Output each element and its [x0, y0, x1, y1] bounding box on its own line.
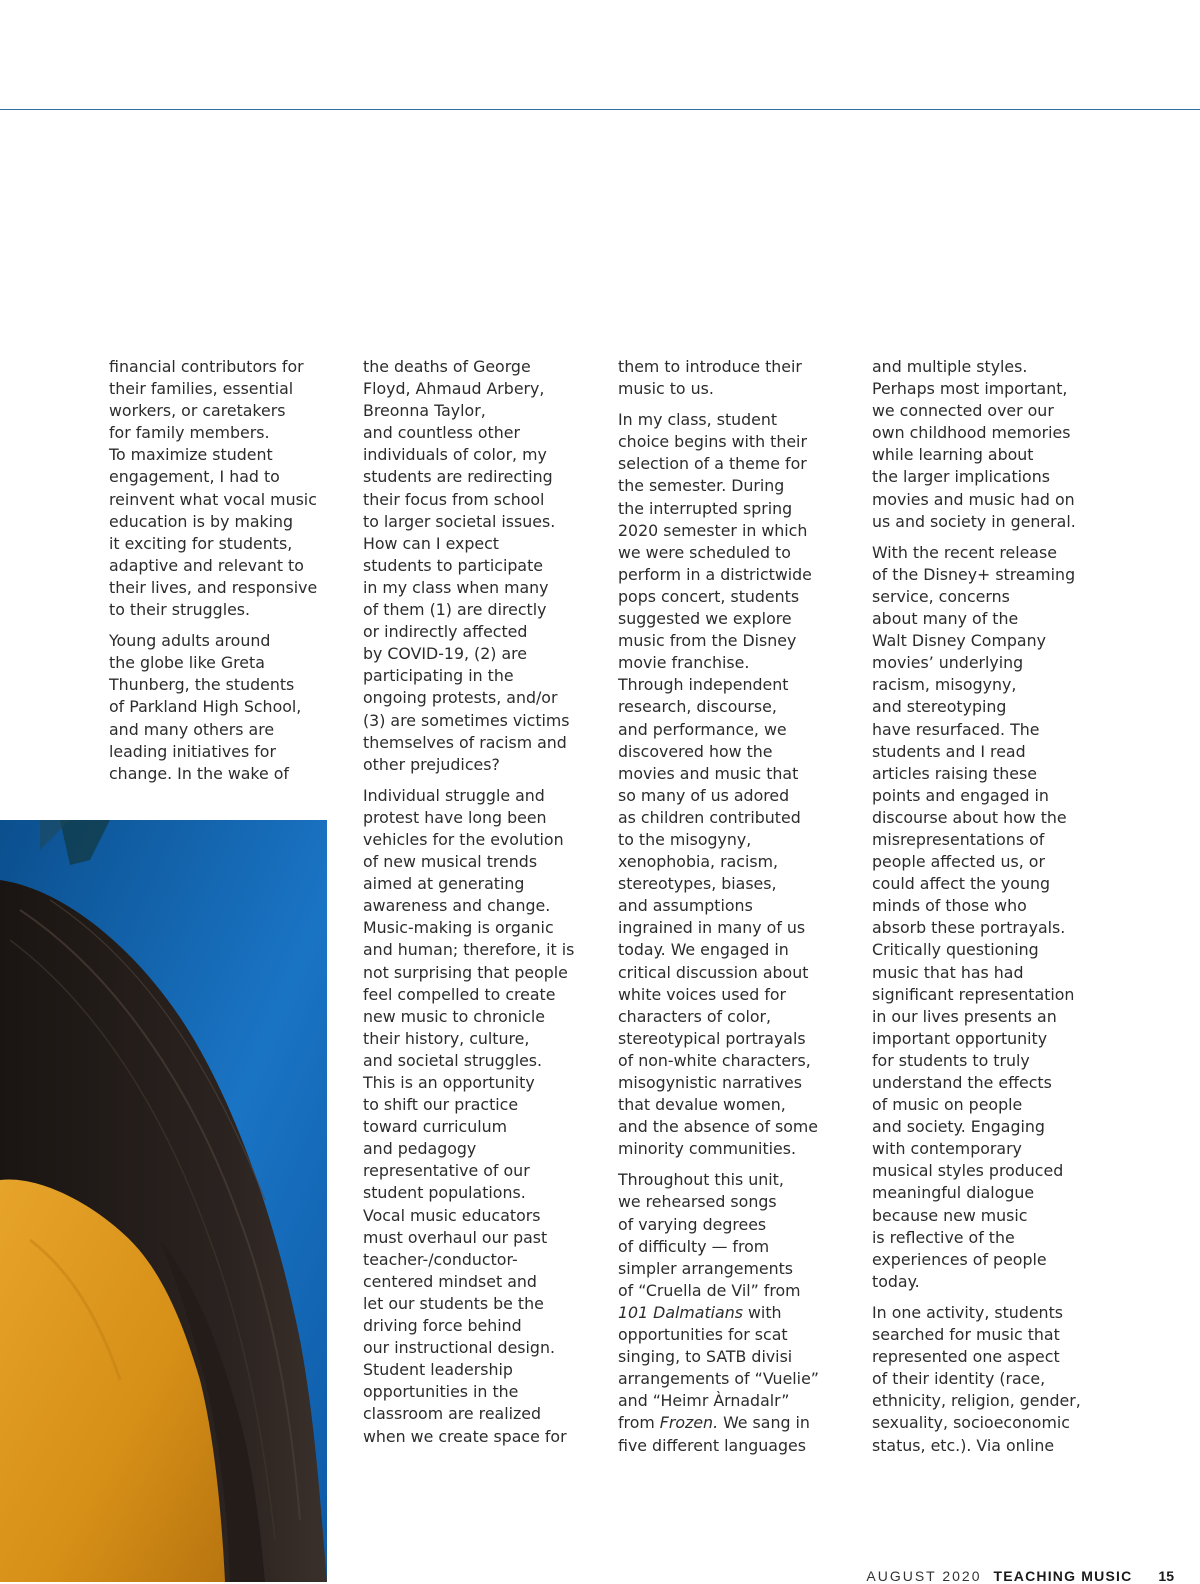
text-line: ﬁve diﬀerent languages — [618, 1435, 806, 1455]
text-line: students are redirecting — [363, 467, 553, 487]
text-line: ethnicity, religion, gender, — [872, 1391, 1081, 1411]
text-line: white voices used for — [618, 984, 787, 1004]
text-line: to the misogyny, — [618, 829, 752, 849]
text-fragment: We sang in — [718, 1413, 810, 1433]
text-line: singing, to SATB divisi — [618, 1347, 793, 1367]
text-line: discourse about how the — [872, 807, 1067, 827]
text-line: must overhaul our past — [363, 1227, 548, 1247]
text-line: and performance, we — [618, 719, 787, 739]
text-fragment: with — [742, 1302, 782, 1322]
magazine-name: TEACHING MUSIC — [993, 1568, 1133, 1584]
text-line: selection of a theme for — [618, 454, 807, 474]
text-line: and stereotyping — [872, 697, 1007, 717]
text-line: stereotypes, biases, — [618, 874, 777, 894]
text-line: workers, or caretakers — [109, 401, 286, 421]
issue-date: AUGUST 2020 — [866, 1568, 982, 1584]
text-line: while learning about — [872, 445, 1034, 465]
header-rule — [0, 109, 1200, 110]
text-line: critical discussion about — [618, 962, 809, 982]
text-line: service, concerns — [872, 586, 1010, 606]
text-line: could aﬀect the young — [872, 874, 1050, 894]
text-line: meaningful dialogue — [872, 1183, 1035, 1203]
text-line: and pedagogy — [363, 1139, 477, 1159]
text-line: the larger implications — [872, 467, 1050, 487]
text-line: absorb these portrayals. — [872, 918, 1066, 938]
paragraph — [618, 356, 840, 400]
text-line: pops concert, students — [618, 586, 800, 606]
text-line: us and society in general. — [872, 511, 1076, 531]
text-line: and assumptions — [618, 896, 753, 916]
text-line: and the absence of some — [618, 1117, 819, 1137]
text-line: in my class when many — [363, 577, 549, 597]
photo-illustration — [0, 820, 327, 1582]
text-line: protest have long been — [363, 807, 547, 827]
text-line: stereotypical portrayals — [618, 1028, 806, 1048]
text-line: Throughout this unit, — [618, 1170, 784, 1190]
text-line: Vocal music educators — [363, 1205, 541, 1225]
text-line: of their identity (race, — [872, 1369, 1046, 1389]
text-line: to their struggles. — [109, 600, 251, 620]
text-line: let our students be the — [363, 1293, 544, 1313]
text-line: change. In the wake of — [109, 763, 289, 783]
text-line: of music on people — [872, 1095, 1023, 1115]
text-line: participating in the — [363, 666, 514, 686]
text-line: own childhood memories — [872, 423, 1071, 443]
text-line: movies and music had on — [872, 489, 1075, 509]
text-line: misrepresentations of — [872, 829, 1045, 849]
text-line: experiences of people — [872, 1249, 1047, 1269]
article-column-4 — [872, 356, 1094, 1466]
text-line: or indirectly aﬀected — [363, 622, 528, 642]
text-line: the semester. During — [618, 476, 785, 496]
text-line: and multiple styles. — [872, 357, 1028, 376]
text-line: when we create space for — [363, 1426, 567, 1446]
text-line: themselves of racism and — [363, 732, 567, 752]
text-line: new music to chronicle — [363, 1006, 545, 1026]
text-line: characters of color, — [618, 1006, 772, 1026]
text-line: of them (1) are directly — [363, 600, 547, 620]
article-column-2 — [363, 356, 585, 1457]
student-photo — [0, 820, 327, 1582]
text-line: xenophobia, racism, — [618, 852, 778, 872]
text-line: about many of the — [872, 609, 1019, 629]
text-line: perform in a districtwide — [618, 564, 812, 584]
text-line: In my class, student — [618, 410, 778, 430]
paragraph — [363, 356, 585, 776]
text-line: and society. Engaging — [872, 1117, 1045, 1137]
text-line: Through independent — [618, 675, 789, 695]
text-line: is reﬂective of the — [872, 1227, 1015, 1247]
text-line: movie franchise. — [618, 653, 750, 673]
text-line: articles raising these — [872, 763, 1037, 783]
text-line: the deaths of George — [363, 357, 531, 376]
paragraph — [872, 542, 1094, 1293]
text-line: research, discourse, — [618, 697, 777, 717]
text-line: of “Cruella de Vil” from — [618, 1280, 801, 1300]
text-line: choice begins with their — [618, 432, 807, 452]
text-line: and countless other — [363, 423, 520, 443]
text-line: Floyd, Ahmaud Arbery, — [363, 379, 545, 399]
text-line: ingrained in many of us — [618, 918, 806, 938]
text-line: reinvent what vocal music — [109, 489, 317, 509]
text-line: them to introduce their — [618, 357, 802, 376]
paragraph — [618, 409, 840, 1160]
text-fragment: from — [618, 1413, 660, 1433]
text-line: students and I read — [872, 741, 1026, 761]
text-line: aimed at generating — [363, 874, 525, 894]
text-line: their lives, and responsive — [109, 577, 318, 597]
paragraph — [109, 630, 331, 785]
text-line: their families, essential — [109, 379, 294, 399]
text-line: arrangements of “Vuelie” — [618, 1369, 819, 1389]
text-line: misogynistic narratives — [618, 1073, 802, 1092]
text-line: as children contributed — [618, 807, 801, 827]
text-line: With the recent release — [872, 542, 1057, 562]
text-line: their focus from school — [363, 489, 545, 509]
text-line: signiﬁcant representation — [872, 984, 1075, 1004]
text-line: points and engaged in — [872, 785, 1049, 805]
text-line: Perhaps most important, — [872, 379, 1068, 399]
text-line: Young adults around — [109, 631, 271, 651]
text-line: searched for music that — [872, 1325, 1060, 1345]
text-line: Individual struggle and — [363, 785, 545, 805]
paragraph — [872, 1302, 1094, 1457]
text-line: movies and music that — [618, 763, 799, 783]
article-column-1 — [109, 356, 331, 794]
text-line: we connected over our — [872, 401, 1054, 421]
text-line — [618, 1302, 840, 1324]
text-line: the globe like Greta — [109, 653, 265, 673]
text-line: today. — [872, 1271, 920, 1291]
text-line: musical styles produced — [872, 1161, 1064, 1181]
text-line: because new music — [872, 1205, 1028, 1225]
text-line: to larger societal issues. — [363, 511, 556, 531]
text-line: we were scheduled to — [618, 542, 791, 562]
text-line: with contemporary — [872, 1139, 1022, 1159]
text-line: in our lives presents an — [872, 1006, 1057, 1026]
text-line: engagement, I had to — [109, 467, 280, 487]
text-line: In one activity, students — [872, 1302, 1063, 1322]
text-line: other prejudices? — [363, 754, 500, 774]
text-line: adaptive and relevant to — [109, 555, 304, 575]
text-line: people aﬀected us, or — [872, 852, 1045, 872]
text-line: driving force behind — [363, 1316, 522, 1336]
paragraph — [109, 356, 331, 621]
text-line: that devalue women, — [618, 1095, 786, 1115]
text-line: Student leadership — [363, 1360, 513, 1380]
text-line: student populations. — [363, 1183, 526, 1203]
paragraph — [872, 356, 1094, 533]
text-line: students to participate — [363, 555, 543, 575]
text-line: we rehearsed songs — [618, 1192, 777, 1212]
text-line: representative of our — [363, 1161, 530, 1181]
text-line: so many of us adored — [618, 785, 790, 805]
paragraph — [363, 785, 585, 1448]
text-line: of non-white characters, — [618, 1050, 811, 1070]
text-line: To maximize student — [109, 445, 273, 465]
text-line: and “Heimr Àrnadalr” — [618, 1391, 790, 1411]
text-line: racism, misogyny, — [872, 675, 1017, 695]
text-line: sexuality, socioeconomic — [872, 1413, 1070, 1433]
text-line: Walt Disney Company — [872, 631, 1046, 651]
text-line: it exciting for students, — [109, 533, 293, 553]
text-line: (3) are sometimes victims — [363, 710, 570, 730]
text-line: ongoing protests, and/or — [363, 688, 558, 708]
text-line: and societal struggles. — [363, 1050, 543, 1070]
text-line: Breonna Taylor, — [363, 401, 486, 421]
text-line: represented one aspect — [872, 1347, 1060, 1367]
text-line: have resurfaced. The — [872, 719, 1040, 739]
text-line: important opportunity — [872, 1028, 1048, 1048]
movie-title: 101 Dalmatians — [618, 1302, 743, 1322]
text-line: our instructional design. — [363, 1338, 555, 1358]
text-line: movies’ underlying — [872, 653, 1024, 673]
text-line: of the Disney+ streaming — [872, 564, 1076, 584]
text-line: discovered how the — [618, 741, 773, 761]
text-line: suggested we explore — [618, 609, 792, 629]
text-line: of diﬃculty — from — [618, 1236, 770, 1256]
text-line: to shift our practice — [363, 1095, 519, 1115]
text-line: music that has had — [872, 962, 1024, 982]
text-line: classroom are realized — [363, 1404, 542, 1424]
article-column-3 — [618, 356, 840, 1466]
text-line: not surprising that people — [363, 962, 568, 982]
text-line: minds of those who — [872, 896, 1027, 916]
text-line: of varying degrees — [618, 1214, 767, 1234]
text-line: This is an opportunity — [363, 1073, 535, 1092]
text-line: Thunberg, the students — [109, 675, 295, 695]
text-line — [618, 1412, 840, 1434]
text-line: opportunities for scat — [618, 1325, 788, 1345]
paragraph — [618, 1169, 840, 1456]
text-line: status, etc.). Via online — [872, 1435, 1055, 1455]
text-line: ﬁnancial contributors for — [109, 357, 304, 376]
text-line: music to us. — [618, 379, 714, 399]
text-line: centered mindset and — [363, 1271, 537, 1291]
text-line: vehicles for the evolution — [363, 829, 564, 849]
text-line: education is by making — [109, 511, 294, 531]
text-line: the interrupted spring — [618, 498, 793, 518]
text-line: understand the eﬀects — [872, 1073, 1052, 1092]
text-line: of new musical trends — [363, 852, 538, 872]
text-line: music from the Disney — [618, 631, 797, 651]
text-line: today. We engaged in — [618, 940, 789, 960]
text-line: simpler arrangements — [618, 1258, 794, 1278]
text-line: individuals of color, my — [363, 445, 547, 465]
text-line: teacher-/conductor- — [363, 1249, 518, 1269]
text-line: Critically questioning — [872, 940, 1039, 960]
text-line: by COVID-19, (2) are — [363, 644, 528, 664]
text-line: and many others are — [109, 719, 275, 739]
text-line: of Parkland High School, — [109, 697, 302, 717]
text-line: 2020 semester in which — [618, 520, 808, 540]
text-line: and human; therefore, it is — [363, 940, 575, 960]
text-line: their history, culture, — [363, 1028, 530, 1048]
movie-title: Frozen. — [659, 1413, 719, 1433]
text-line: Music-making is organic — [363, 918, 554, 938]
text-line: leading initiatives for — [109, 741, 276, 761]
text-line: How can I expect — [363, 533, 499, 553]
text-line: for family members. — [109, 423, 270, 443]
page-number: 15 — [1158, 1568, 1174, 1584]
text-line: for students to truly — [872, 1050, 1030, 1070]
text-line: toward curriculum — [363, 1117, 508, 1137]
text-line: feel compelled to create — [363, 984, 556, 1004]
text-line: awareness and change. — [363, 896, 551, 916]
text-line: opportunities in the — [363, 1382, 519, 1402]
text-line: minority communities. — [618, 1139, 796, 1159]
